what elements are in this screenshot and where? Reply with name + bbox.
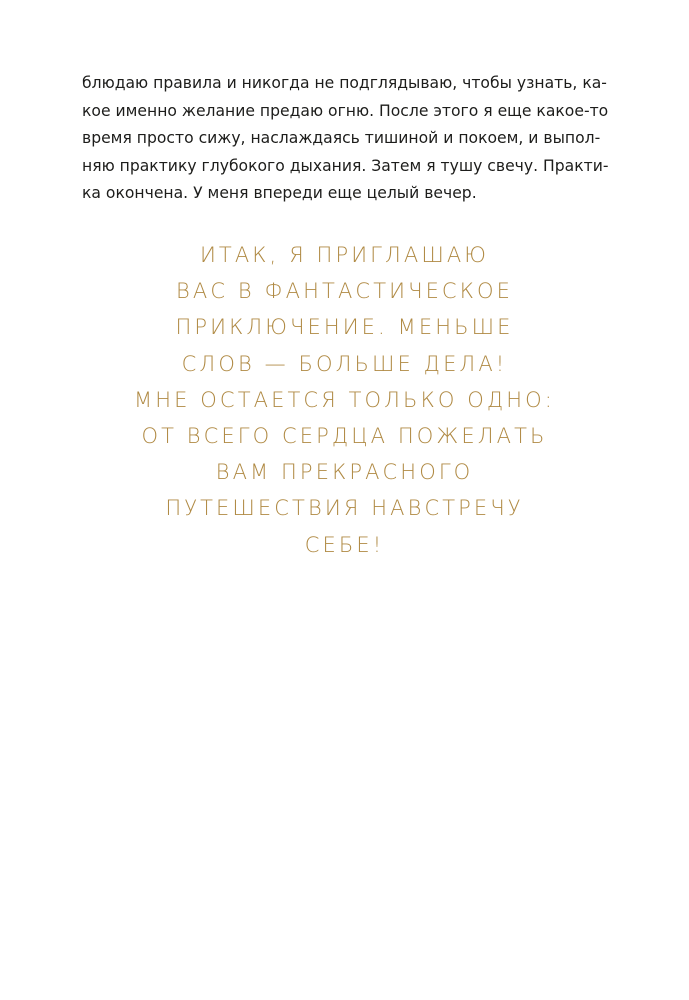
- body-paragraph: [82, 70, 622, 208]
- body-line: время просто сижу, наслаждаясь тишиной и покоем, и выпол-: [82, 129, 601, 147]
- body-line: ка окончена. У меня впереди еще целый вечер.: [82, 184, 477, 202]
- quote-line: СЛОВ — БОЛЬШЕ ДЕЛА!: [181, 351, 508, 376]
- quote-line: ПРИКЛЮЧЕНИЕ. МЕНЬШЕ: [175, 315, 514, 340]
- quote-line: ИТАК, Я ПРИГЛАШАЮ: [199, 243, 490, 267]
- body-line: няю практику глубокого дыхания. Затем я тушу свечу. Практи-: [82, 156, 609, 175]
- body-line: кое именно желание предаю огню. После этого я еще какое-то: [82, 101, 609, 120]
- quote-line: ПУТЕШЕСТВИЯ НАВСТРЕЧУ: [165, 496, 524, 521]
- body-line: блюдаю правила и никогда не подглядываю, чтобы узнать, ка-: [82, 74, 607, 92]
- quote-line: ОТ ВСЕГО СЕРДЦА ПОЖЕЛАТЬ: [141, 424, 548, 449]
- quote-line: ВАС В ФАНТАСТИЧЕСКОЕ: [176, 279, 513, 304]
- highlight-quote: [0, 237, 689, 563]
- quote-line: ВАМ ПРЕКРАСНОГО: [215, 460, 474, 485]
- quote-line: СЕБЕ!: [304, 532, 385, 557]
- quote-line: МНЕ ОСТАЕТСЯ ТОЛЬКО ОДНО:: [134, 387, 555, 412]
